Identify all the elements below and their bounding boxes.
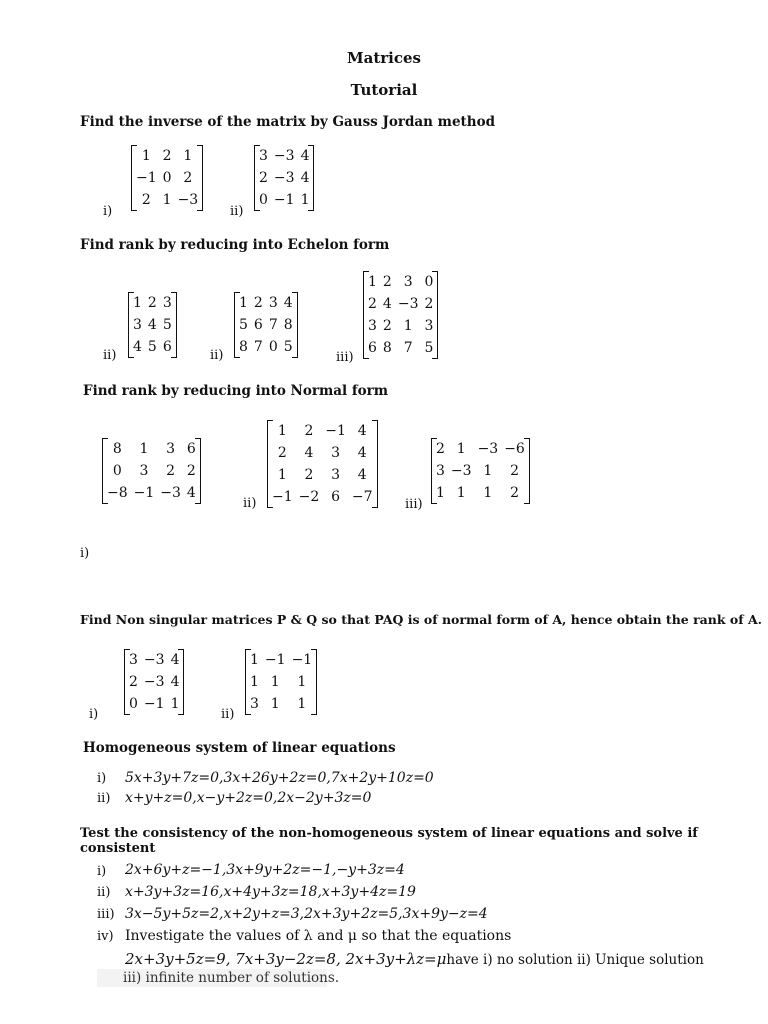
- matrix-entry: 6: [368, 340, 377, 356]
- matrix-entry: 1: [239, 295, 248, 311]
- label-ii: ii): [230, 204, 244, 219]
- matrix-entry: −3: [160, 485, 181, 501]
- matrix-entry: 4: [382, 296, 392, 312]
- matrix-row: [247, 649, 315, 671]
- matrix-entry: 1: [456, 485, 466, 501]
- matrix-entry: 2: [162, 148, 172, 164]
- matrix-entry: 1: [403, 318, 413, 334]
- matrix-entry: 2: [166, 463, 176, 479]
- matrix-echelon-1: [130, 292, 175, 358]
- matrix-entry: −1: [133, 485, 155, 501]
- matrix-row: [433, 460, 528, 482]
- matrix-entry: −3: [273, 148, 295, 164]
- matrix-entry: 3: [166, 441, 176, 457]
- matrix-entry: 1: [297, 674, 307, 690]
- matrix-entry: 3: [259, 148, 268, 164]
- matrix-entry: 7: [253, 339, 263, 355]
- nonhomog-label-4: iv): [97, 929, 114, 944]
- matrix-entry: 3: [162, 295, 172, 311]
- matrix-row: [433, 482, 528, 504]
- matrix-entry: −1: [136, 170, 157, 186]
- matrix-row: [365, 337, 436, 359]
- matrix-entry: 5: [162, 317, 172, 333]
- matrix-entry: 4: [357, 423, 367, 439]
- matrix-row: [365, 315, 436, 337]
- matrix-row: [130, 292, 175, 314]
- matrix-entry: 1: [141, 148, 151, 164]
- matrix-entry: 4: [170, 652, 180, 668]
- matrix-paq-2: [247, 649, 315, 715]
- matrix-entry: 1: [483, 463, 493, 479]
- nonhomog-eq-1: 2x+6y+z=−1,3x+9y+2z=−1,−y+3z=4: [125, 862, 405, 878]
- matrix-entry: 3: [368, 318, 377, 334]
- matrix-row: [256, 167, 312, 189]
- matrix-entry: 4: [357, 445, 367, 461]
- matrix-entry: 1: [162, 192, 172, 208]
- matrix-entry: 2: [183, 170, 193, 186]
- matrix-entry: 3: [424, 318, 434, 334]
- matrix-row: [236, 336, 296, 358]
- matrix-entry: −3: [273, 170, 295, 186]
- matrix-entry: 3: [268, 295, 278, 311]
- matrix-entry: 3: [436, 463, 445, 479]
- matrix-row: [133, 145, 201, 167]
- matrix-entry: 4: [283, 295, 293, 311]
- matrix-entry: 0: [259, 192, 268, 208]
- matrix-entry: 1: [170, 696, 180, 712]
- matrix-entry: −3: [397, 296, 419, 312]
- matrix-entry: 1: [250, 674, 259, 690]
- matrix-row: [104, 460, 199, 482]
- matrix-entry: 6: [186, 441, 196, 457]
- matrix-row: [365, 293, 436, 315]
- label-i-c: i): [89, 707, 99, 722]
- nonhomog-eq-3: 3x−5y+5z=2,x+2y+z=3,2x+3y+2z=5,3x+9y−z=4: [125, 906, 488, 922]
- label-ii-d: ii): [221, 707, 235, 722]
- section-nonhomogeneous-heading: Test the consistency of the non-homogeneous system of linear equations and solve if consistent: [80, 826, 698, 856]
- nonhomog-eq-4: 2x+3y+5z=9, 7x+3y−2z=8, 2x+3y+λz=μ: [125, 950, 447, 968]
- label-i-b: i): [80, 546, 90, 561]
- matrix-entry: 2: [141, 192, 151, 208]
- matrix-entry: 4: [147, 317, 157, 333]
- section-echelon-heading: Find rank by reducing into Echelon form: [80, 237, 390, 253]
- matrix-row: [269, 464, 376, 486]
- matrix-entry: 3: [331, 467, 341, 483]
- matrix-entry: 1: [250, 652, 259, 668]
- section-normal-heading: Find rank by reducing into Normal form: [83, 383, 389, 399]
- matrix-entry: 2: [424, 296, 434, 312]
- matrix-entry: 1: [183, 148, 193, 164]
- matrix-row: [433, 438, 528, 460]
- matrix-entry: −7: [351, 489, 373, 505]
- matrix-entry: 4: [357, 467, 367, 483]
- homog-eq-1: 5x+3y+7z=0,3x+26y+2z=0,7x+2y+10z=0: [125, 770, 434, 786]
- matrix-entry: 0: [424, 274, 434, 290]
- matrix-normal-1: [104, 438, 199, 504]
- label-iii-b: iii): [405, 497, 423, 512]
- matrix-entry: 3: [250, 696, 259, 712]
- matrix-row: [236, 314, 296, 336]
- matrix-entry: 1: [139, 441, 149, 457]
- matrix-entry: 0: [268, 339, 278, 355]
- matrix-entry: 5: [239, 317, 248, 333]
- matrix-row: [126, 649, 182, 671]
- matrix-entry: −1: [264, 652, 286, 668]
- matrix-row: [126, 693, 182, 715]
- matrix-entry: 1: [297, 696, 307, 712]
- matrix-paq-1: [126, 649, 182, 715]
- matrix-row: [247, 693, 315, 715]
- matrix-entry: 4: [170, 674, 180, 690]
- matrix-entry: 8: [382, 340, 392, 356]
- matrix-row: [236, 292, 296, 314]
- matrix-entry: 1: [300, 192, 310, 208]
- page-subtitle: Tutorial: [350, 81, 418, 99]
- matrix-entry: 5: [283, 339, 293, 355]
- nonhomog-text-4: Investigate the values of λ and μ so that the equations: [125, 928, 512, 944]
- matrix-entry: 3: [331, 445, 341, 461]
- matrix-entry: 1: [133, 295, 142, 311]
- matrix-inverse-2: [256, 145, 312, 211]
- matrix-entry: −3: [450, 463, 472, 479]
- matrix-entry: 8: [239, 339, 248, 355]
- matrix-entry: 2: [382, 318, 392, 334]
- matrix-normal-3: [433, 438, 528, 504]
- matrix-entry: −1: [272, 489, 293, 505]
- matrix-row: [126, 671, 182, 693]
- matrix-row: [104, 482, 199, 504]
- matrix-entry: −3: [143, 652, 165, 668]
- matrix-entry: 5: [147, 339, 157, 355]
- matrix-entry: 6: [253, 317, 263, 333]
- matrix-entry: −3: [177, 192, 199, 208]
- matrix-entry: −1: [325, 423, 346, 439]
- matrix-entry: 0: [112, 463, 122, 479]
- matrix-entry: 2: [368, 296, 377, 312]
- matrix-normal-2: [269, 420, 376, 508]
- matrix-entry: 1: [456, 441, 466, 457]
- matrix-entry: 0: [162, 170, 172, 186]
- matrix-entry: 7: [403, 340, 413, 356]
- section-inverse-heading: Find the inverse of the matrix by Gauss Jordan method: [80, 114, 496, 130]
- homog-eq-2: x+y+z=0,x−y+2z=0,2x−2y+3z=0: [125, 790, 372, 806]
- homog-label-2: ii): [97, 791, 111, 806]
- matrix-entry: −8: [107, 485, 128, 501]
- matrix-row: [104, 438, 199, 460]
- label-ii-b: ii): [210, 348, 224, 363]
- label-i: i): [103, 204, 113, 219]
- matrix-row: [269, 442, 376, 464]
- section-homogeneous-heading: Homogeneous system of linear equations: [83, 740, 396, 756]
- matrix-entry: −3: [477, 441, 499, 457]
- matrix-entry: 1: [270, 674, 280, 690]
- matrix-row: [133, 189, 201, 211]
- matrix-entry: 2: [129, 674, 138, 690]
- matrix-entry: 2: [436, 441, 445, 457]
- matrix-entry: 4: [300, 148, 310, 164]
- matrix-entry: 3: [129, 652, 138, 668]
- matrix-entry: 6: [162, 339, 172, 355]
- matrix-entry: 4: [304, 445, 314, 461]
- nonhomog-last-text: iii) infinite number of solutions.: [123, 970, 340, 986]
- matrix-entry: 4: [133, 339, 142, 355]
- matrix-entry: 2: [304, 467, 314, 483]
- matrix-entry: −2: [298, 489, 320, 505]
- matrix-row: [133, 167, 201, 189]
- section-paq-heading: Find Non singular matrices P & Q so that PAQ is of normal form of A, hence obtain the rank of A.: [80, 612, 762, 627]
- matrix-row: [256, 189, 312, 211]
- matrix-entry: −1: [273, 192, 295, 208]
- matrix-row: [269, 486, 376, 508]
- matrix-entry: 2: [510, 463, 519, 479]
- matrix-entry: 3: [139, 463, 149, 479]
- nonhomog-label-3: iii): [97, 907, 115, 922]
- matrix-entry: −1: [291, 652, 313, 668]
- matrix-entry: −3: [143, 674, 165, 690]
- matrix-entry: 2: [304, 423, 314, 439]
- matrix-entry: 1: [277, 423, 287, 439]
- matrix-row: [365, 271, 436, 293]
- nonhomog-eq-2: x+3y+3z=16,x+4y+3z=18,x+3y+4z=19: [125, 884, 416, 900]
- matrix-entry: 7: [268, 317, 278, 333]
- matrix-entry: 1: [483, 485, 493, 501]
- matrix-entry: 4: [300, 170, 310, 186]
- matrix-row: [269, 420, 376, 442]
- matrix-entry: 5: [424, 340, 434, 356]
- label-iii: iii): [336, 350, 354, 365]
- matrix-entry: 2: [253, 295, 263, 311]
- nonhomog-have-text: have i) no solution ii) Unique solution: [446, 952, 704, 968]
- matrix-entry: 4: [186, 485, 196, 501]
- matrix-entry: −6: [504, 441, 525, 457]
- matrix-entry: 2: [382, 274, 392, 290]
- matrix-entry: 1: [270, 696, 280, 712]
- matrix-entry: 3: [133, 317, 142, 333]
- matrix-entry: 1: [277, 467, 287, 483]
- matrix-echelon-3: [365, 271, 436, 359]
- matrix-entry: 3: [403, 274, 413, 290]
- label-ii-a: ii): [103, 348, 117, 363]
- matrix-row: [130, 336, 175, 358]
- matrix-entry: 2: [259, 170, 268, 186]
- matrix-entry: 8: [112, 441, 122, 457]
- matrix-entry: 1: [368, 274, 377, 290]
- matrix-entry: 2: [277, 445, 287, 461]
- page-title: Matrices: [347, 49, 421, 67]
- matrix-entry: 1: [436, 485, 445, 501]
- matrix-echelon-2: [236, 292, 296, 358]
- matrix-entry: 2: [510, 485, 519, 501]
- nonhomog-label-1: i): [97, 864, 107, 879]
- matrix-entry: 8: [283, 317, 293, 333]
- nonhomog-label-2: ii): [97, 885, 111, 900]
- matrix-entry: −1: [143, 696, 165, 712]
- matrix-row: [130, 314, 175, 336]
- homog-label-1: i): [97, 771, 107, 786]
- matrix-entry: 2: [186, 463, 196, 479]
- matrix-entry: 2: [147, 295, 157, 311]
- matrix-row: [247, 671, 315, 693]
- matrix-entry: 0: [129, 696, 138, 712]
- label-ii-c: ii): [243, 496, 257, 511]
- matrix-entry: 6: [331, 489, 341, 505]
- matrix-inverse-1: [133, 145, 201, 211]
- matrix-row: [256, 145, 312, 167]
